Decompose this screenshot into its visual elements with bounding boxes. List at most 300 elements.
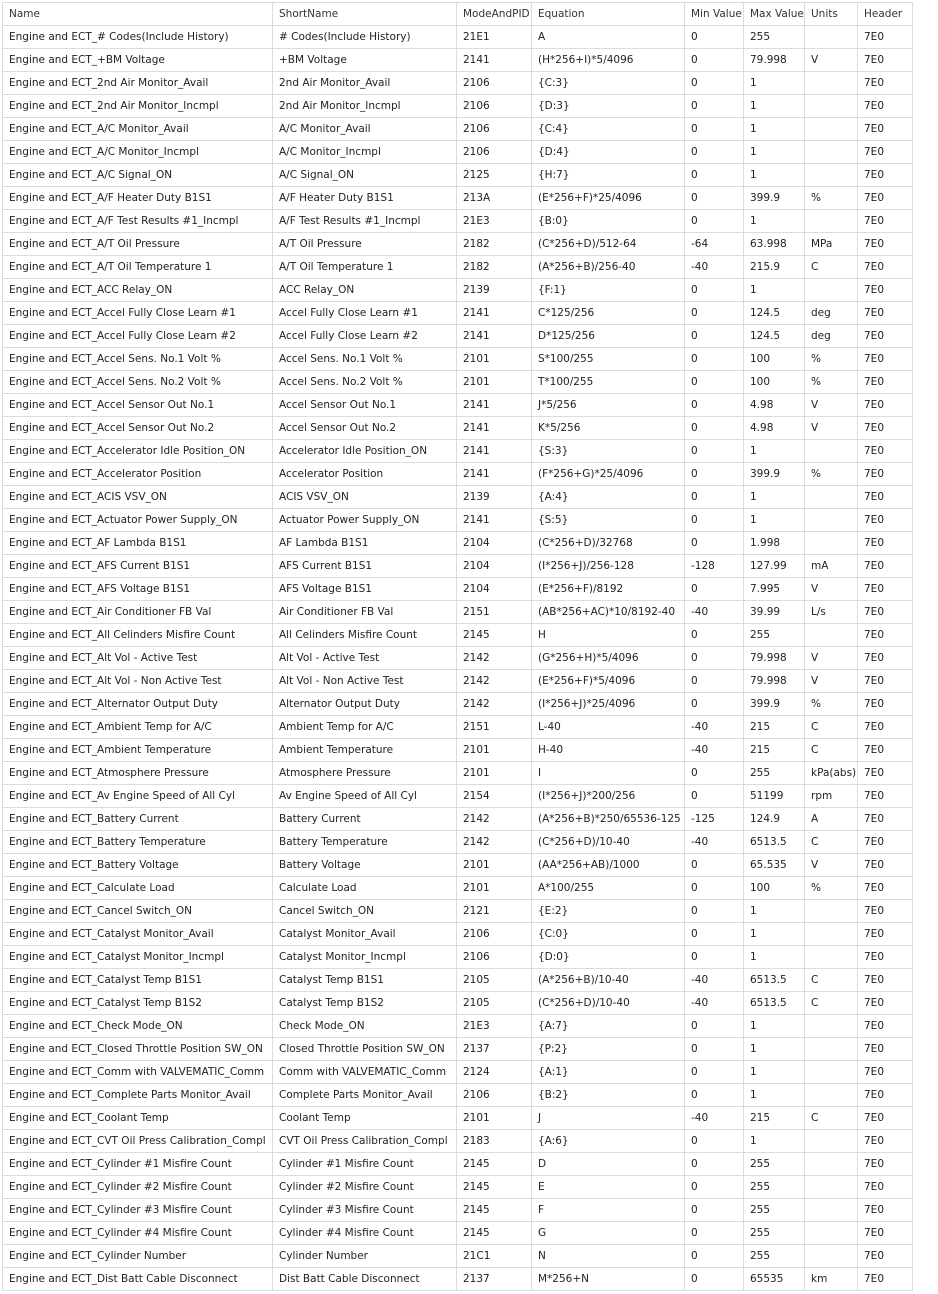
cell-mode-and-pid: 2141	[457, 463, 532, 486]
cell-equation: (C*256+D)/10-40	[532, 992, 685, 1015]
cell-shortname: Accel Fully Close Learn #1	[273, 302, 457, 325]
cell-min-value: 0	[685, 72, 744, 95]
cell-max-value: 79.998	[744, 670, 805, 693]
table-row	[3, 762, 913, 785]
cell-shortname: Dist Batt Cable Disconnect	[273, 1268, 457, 1291]
cell-name: Engine and ECT_# Codes(Include History)	[3, 26, 273, 49]
cell-max-value: 39.99	[744, 601, 805, 624]
cell-equation: {A:6}	[532, 1130, 685, 1153]
cell-min-value: 0	[685, 440, 744, 463]
cell-name: Engine and ECT_Cancel Switch_ON	[3, 900, 273, 923]
cell-units	[805, 1061, 858, 1084]
cell-shortname: Alternator Output Duty	[273, 693, 457, 716]
cell-equation: (I*256+J)*25/4096	[532, 693, 685, 716]
cell-units	[805, 509, 858, 532]
cell-shortname: Cylinder #1 Misfire Count	[273, 1153, 457, 1176]
cell-mode-and-pid: 2105	[457, 969, 532, 992]
cell-mode-and-pid: 2141	[457, 440, 532, 463]
cell-min-value: 0	[685, 95, 744, 118]
cell-min-value: 0	[685, 578, 744, 601]
header-row	[3, 3, 913, 26]
cell-equation: (G*256+H)*5/4096	[532, 647, 685, 670]
cell-mode-and-pid: 2101	[457, 1107, 532, 1130]
cell-mode-and-pid: 2145	[457, 1199, 532, 1222]
column-header-name: Name	[3, 3, 273, 26]
cell-equation: J	[532, 1107, 685, 1130]
cell-header: 7E0	[858, 1176, 913, 1199]
cell-min-value: -40	[685, 1107, 744, 1130]
cell-min-value: 0	[685, 1222, 744, 1245]
table-row	[3, 854, 913, 877]
cell-shortname: Battery Temperature	[273, 831, 457, 854]
cell-units	[805, 923, 858, 946]
table-row	[3, 992, 913, 1015]
cell-header: 7E0	[858, 95, 913, 118]
table-row	[3, 509, 913, 532]
table-row	[3, 1153, 913, 1176]
cell-name: Engine and ECT_All Celinders Misfire Count	[3, 624, 273, 647]
cell-header: 7E0	[858, 509, 913, 532]
cell-equation: E	[532, 1176, 685, 1199]
table-row	[3, 325, 913, 348]
table-row	[3, 95, 913, 118]
cell-min-value: 0	[685, 486, 744, 509]
cell-mode-and-pid: 2124	[457, 1061, 532, 1084]
cell-max-value: 65535	[744, 1268, 805, 1291]
cell-units	[805, 532, 858, 555]
cell-units	[805, 624, 858, 647]
cell-mode-and-pid: 2105	[457, 992, 532, 1015]
cell-units	[805, 1176, 858, 1199]
table-row	[3, 946, 913, 969]
cell-name: Engine and ECT_Catalyst Monitor_Incmpl	[3, 946, 273, 969]
cell-min-value: 0	[685, 1153, 744, 1176]
cell-header: 7E0	[858, 1038, 913, 1061]
cell-header: 7E0	[858, 670, 913, 693]
cell-max-value: 124.5	[744, 302, 805, 325]
table-row	[3, 555, 913, 578]
cell-min-value: 0	[685, 877, 744, 900]
column-header-header: Header	[858, 3, 913, 26]
cell-equation: {A:1}	[532, 1061, 685, 1084]
cell-name: Engine and ECT_Battery Voltage	[3, 854, 273, 877]
cell-header: 7E0	[858, 463, 913, 486]
cell-name: Engine and ECT_Complete Parts Monitor_Avail	[3, 1084, 273, 1107]
cell-equation: (E*256+F)*5/4096	[532, 670, 685, 693]
cell-mode-and-pid: 2137	[457, 1268, 532, 1291]
table-row	[3, 739, 913, 762]
cell-shortname: +BM Voltage	[273, 49, 457, 72]
cell-shortname: A/T Oil Temperature 1	[273, 256, 457, 279]
cell-max-value: 255	[744, 1153, 805, 1176]
cell-max-value: 6513.5	[744, 969, 805, 992]
cell-header: 7E0	[858, 555, 913, 578]
cell-shortname: Atmosphere Pressure	[273, 762, 457, 785]
cell-name: Engine and ECT_Actuator Power Supply_ON	[3, 509, 273, 532]
cell-name: Engine and ECT_Alternator Output Duty	[3, 693, 273, 716]
table-row	[3, 670, 913, 693]
cell-equation: D	[532, 1153, 685, 1176]
cell-mode-and-pid: 2101	[457, 348, 532, 371]
cell-equation: D*125/256	[532, 325, 685, 348]
cell-name: Engine and ECT_A/T Oil Temperature 1	[3, 256, 273, 279]
cell-shortname: Catalyst Monitor_Avail	[273, 923, 457, 946]
cell-units: C	[805, 831, 858, 854]
cell-shortname: Av Engine Speed of All Cyl	[273, 785, 457, 808]
cell-shortname: A/F Heater Duty B1S1	[273, 187, 457, 210]
cell-equation: (A*256+B)*250/65536-125	[532, 808, 685, 831]
cell-name: Engine and ECT_Comm with VALVEMATIC_Comm	[3, 1061, 273, 1084]
cell-shortname: Complete Parts Monitor_Avail	[273, 1084, 457, 1107]
cell-units	[805, 118, 858, 141]
cell-equation: {H:7}	[532, 164, 685, 187]
column-header-units: Units	[805, 3, 858, 26]
cell-max-value: 255	[744, 1222, 805, 1245]
cell-equation: H-40	[532, 739, 685, 762]
cell-mode-and-pid: 2139	[457, 279, 532, 302]
cell-name: Engine and ECT_A/F Test Results #1_Incmpl	[3, 210, 273, 233]
cell-header: 7E0	[858, 164, 913, 187]
cell-mode-and-pid: 2141	[457, 394, 532, 417]
cell-shortname: Cylinder Number	[273, 1245, 457, 1268]
cell-min-value: -40	[685, 601, 744, 624]
cell-equation: {C:3}	[532, 72, 685, 95]
cell-shortname: # Codes(Include History)	[273, 26, 457, 49]
cell-shortname: Air Conditioner FB Val	[273, 601, 457, 624]
cell-mode-and-pid: 2141	[457, 302, 532, 325]
cell-max-value: 1	[744, 210, 805, 233]
cell-equation: (H*256+I)*5/4096	[532, 49, 685, 72]
cell-mode-and-pid: 2141	[457, 49, 532, 72]
cell-equation: F	[532, 1199, 685, 1222]
cell-min-value: 0	[685, 923, 744, 946]
table-row	[3, 578, 913, 601]
cell-header: 7E0	[858, 1153, 913, 1176]
cell-max-value: 215	[744, 739, 805, 762]
cell-min-value: 0	[685, 187, 744, 210]
table-body	[3, 26, 913, 1291]
cell-header: 7E0	[858, 992, 913, 1015]
cell-name: Engine and ECT_Accel Fully Close Learn #2	[3, 325, 273, 348]
cell-min-value: 0	[685, 1130, 744, 1153]
cell-max-value: 215	[744, 716, 805, 739]
cell-shortname: Cylinder #2 Misfire Count	[273, 1176, 457, 1199]
cell-header: 7E0	[858, 141, 913, 164]
cell-header: 7E0	[858, 26, 913, 49]
cell-min-value: 0	[685, 1176, 744, 1199]
cell-min-value: 0	[685, 1061, 744, 1084]
cell-min-value: -125	[685, 808, 744, 831]
cell-max-value: 1	[744, 946, 805, 969]
cell-units: C	[805, 1107, 858, 1130]
cell-min-value: 0	[685, 118, 744, 141]
cell-units: %	[805, 877, 858, 900]
cell-name: Engine and ECT_Ambient Temperature	[3, 739, 273, 762]
table-row	[3, 348, 913, 371]
cell-header: 7E0	[858, 1222, 913, 1245]
cell-shortname: Comm with VALVEMATIC_Comm	[273, 1061, 457, 1084]
table-row	[3, 49, 913, 72]
cell-name: Engine and ECT_Closed Throttle Position SW_ON	[3, 1038, 273, 1061]
cell-equation: {C:4}	[532, 118, 685, 141]
table-row	[3, 118, 913, 141]
cell-shortname: ACC Relay_ON	[273, 279, 457, 302]
cell-units: km	[805, 1268, 858, 1291]
cell-header: 7E0	[858, 900, 913, 923]
cell-header: 7E0	[858, 716, 913, 739]
cell-max-value: 100	[744, 348, 805, 371]
cell-name: Engine and ECT_A/C Monitor_Incmpl	[3, 141, 273, 164]
cell-min-value: 0	[685, 49, 744, 72]
cell-equation: {D:3}	[532, 95, 685, 118]
cell-mode-and-pid: 2145	[457, 1222, 532, 1245]
cell-max-value: 255	[744, 624, 805, 647]
cell-min-value: 0	[685, 854, 744, 877]
cell-shortname: Accelerator Position	[273, 463, 457, 486]
cell-units	[805, 26, 858, 49]
cell-shortname: Check Mode_ON	[273, 1015, 457, 1038]
table-row	[3, 1084, 913, 1107]
cell-equation: J*5/256	[532, 394, 685, 417]
cell-shortname: Catalyst Monitor_Incmpl	[273, 946, 457, 969]
cell-mode-and-pid: 2182	[457, 256, 532, 279]
cell-max-value: 51199	[744, 785, 805, 808]
cell-min-value: -128	[685, 555, 744, 578]
cell-units: MPa	[805, 233, 858, 256]
cell-name: Engine and ECT_ACC Relay_ON	[3, 279, 273, 302]
cell-mode-and-pid: 2154	[457, 785, 532, 808]
cell-max-value: 79.998	[744, 647, 805, 670]
table-row	[3, 785, 913, 808]
cell-name: Engine and ECT_Accelerator Position	[3, 463, 273, 486]
cell-shortname: 2nd Air Monitor_Avail	[273, 72, 457, 95]
cell-name: Engine and ECT_CVT Oil Press Calibration_Compl	[3, 1130, 273, 1153]
cell-mode-and-pid: 2101	[457, 877, 532, 900]
cell-equation: {B:2}	[532, 1084, 685, 1107]
cell-mode-and-pid: 2183	[457, 1130, 532, 1153]
cell-max-value: 124.9	[744, 808, 805, 831]
cell-header: 7E0	[858, 417, 913, 440]
cell-name: Engine and ECT_Atmosphere Pressure	[3, 762, 273, 785]
table-row	[3, 486, 913, 509]
cell-max-value: 1	[744, 440, 805, 463]
cell-header: 7E0	[858, 532, 913, 555]
column-header-min-value: Min Value	[685, 3, 744, 26]
cell-shortname: Closed Throttle Position SW_ON	[273, 1038, 457, 1061]
cell-units	[805, 1130, 858, 1153]
cell-units	[805, 946, 858, 969]
table-row	[3, 831, 913, 854]
cell-equation: A*100/255	[532, 877, 685, 900]
table-row	[3, 141, 913, 164]
table-row	[3, 716, 913, 739]
cell-units	[805, 72, 858, 95]
cell-max-value: 63.998	[744, 233, 805, 256]
cell-shortname: Accel Sensor Out No.1	[273, 394, 457, 417]
cell-shortname: Ambient Temp for A/C	[273, 716, 457, 739]
cell-equation: (C*256+D)/10-40	[532, 831, 685, 854]
table-row	[3, 601, 913, 624]
cell-min-value: 0	[685, 394, 744, 417]
cell-shortname: Catalyst Temp B1S2	[273, 992, 457, 1015]
cell-mode-and-pid: 21E3	[457, 1015, 532, 1038]
cell-shortname: A/C Monitor_Avail	[273, 118, 457, 141]
cell-mode-and-pid: 2137	[457, 1038, 532, 1061]
cell-shortname: Calculate Load	[273, 877, 457, 900]
cell-min-value: 0	[685, 371, 744, 394]
cell-header: 7E0	[858, 302, 913, 325]
cell-min-value: -40	[685, 739, 744, 762]
table-row	[3, 256, 913, 279]
cell-mode-and-pid: 213A	[457, 187, 532, 210]
cell-units: V	[805, 394, 858, 417]
cell-units	[805, 1245, 858, 1268]
cell-name: Engine and ECT_A/C Monitor_Avail	[3, 118, 273, 141]
cell-shortname: Alt Vol - Non Active Test	[273, 670, 457, 693]
cell-mode-and-pid: 2104	[457, 578, 532, 601]
cell-header: 7E0	[858, 647, 913, 670]
cell-header: 7E0	[858, 969, 913, 992]
cell-mode-and-pid: 2142	[457, 831, 532, 854]
cell-max-value: 1	[744, 95, 805, 118]
cell-units: rpm	[805, 785, 858, 808]
cell-min-value: 0	[685, 762, 744, 785]
cell-units	[805, 95, 858, 118]
cell-max-value: 255	[744, 1199, 805, 1222]
cell-min-value: 0	[685, 509, 744, 532]
cell-header: 7E0	[858, 187, 913, 210]
column-header-equation: Equation	[532, 3, 685, 26]
cell-equation: {F:1}	[532, 279, 685, 302]
cell-header: 7E0	[858, 325, 913, 348]
cell-mode-and-pid: 2139	[457, 486, 532, 509]
cell-units	[805, 141, 858, 164]
cell-equation: S*100/255	[532, 348, 685, 371]
table-row	[3, 1268, 913, 1291]
cell-max-value: 1	[744, 164, 805, 187]
pid-table	[2, 2, 913, 1291]
cell-max-value: 124.5	[744, 325, 805, 348]
cell-units: V	[805, 854, 858, 877]
cell-header: 7E0	[858, 624, 913, 647]
cell-min-value: -40	[685, 256, 744, 279]
cell-min-value: -64	[685, 233, 744, 256]
cell-units	[805, 900, 858, 923]
cell-min-value: -40	[685, 716, 744, 739]
cell-shortname: Cancel Switch_ON	[273, 900, 457, 923]
cell-header: 7E0	[858, 256, 913, 279]
cell-mode-and-pid: 2101	[457, 371, 532, 394]
cell-shortname: Ambient Temperature	[273, 739, 457, 762]
cell-min-value: -40	[685, 992, 744, 1015]
table-row	[3, 371, 913, 394]
cell-equation: C*125/256	[532, 302, 685, 325]
table-row	[3, 187, 913, 210]
cell-name: Engine and ECT_Calculate Load	[3, 877, 273, 900]
cell-name: Engine and ECT_A/C Signal_ON	[3, 164, 273, 187]
cell-header: 7E0	[858, 210, 913, 233]
cell-name: Engine and ECT_Cylinder Number	[3, 1245, 273, 1268]
cell-max-value: 1	[744, 486, 805, 509]
table-row	[3, 808, 913, 831]
cell-shortname: A/C Signal_ON	[273, 164, 457, 187]
cell-equation: (F*256+G)*25/4096	[532, 463, 685, 486]
cell-name: Engine and ECT_Accel Sens. No.2 Volt %	[3, 371, 273, 394]
cell-max-value: 215	[744, 1107, 805, 1130]
cell-name: Engine and ECT_Accel Sens. No.1 Volt %	[3, 348, 273, 371]
cell-name: Engine and ECT_Accel Fully Close Learn #1	[3, 302, 273, 325]
cell-shortname: Accel Sens. No.1 Volt %	[273, 348, 457, 371]
cell-header: 7E0	[858, 808, 913, 831]
cell-shortname: AFS Current B1S1	[273, 555, 457, 578]
cell-units: A	[805, 808, 858, 831]
column-header-max-value: Max Value	[744, 3, 805, 26]
cell-name: Engine and ECT_Air Conditioner FB Val	[3, 601, 273, 624]
cell-shortname: Battery Voltage	[273, 854, 457, 877]
table-row	[3, 279, 913, 302]
cell-max-value: 1	[744, 923, 805, 946]
cell-shortname: Alt Vol - Active Test	[273, 647, 457, 670]
cell-min-value: 0	[685, 279, 744, 302]
cell-units: C	[805, 256, 858, 279]
cell-mode-and-pid: 2101	[457, 762, 532, 785]
cell-equation: {B:0}	[532, 210, 685, 233]
cell-equation: (E*256+F)/8192	[532, 578, 685, 601]
cell-equation: K*5/256	[532, 417, 685, 440]
cell-name: Engine and ECT_2nd Air Monitor_Avail	[3, 72, 273, 95]
cell-name: Engine and ECT_AF Lambda B1S1	[3, 532, 273, 555]
cell-shortname: AFS Voltage B1S1	[273, 578, 457, 601]
cell-min-value: 0	[685, 164, 744, 187]
cell-equation: (AB*256+AC)*10/8192-40	[532, 601, 685, 624]
cell-units: L/s	[805, 601, 858, 624]
cell-max-value: 1	[744, 509, 805, 532]
cell-max-value: 65.535	[744, 854, 805, 877]
cell-shortname: Cylinder #4 Misfire Count	[273, 1222, 457, 1245]
cell-max-value: 1	[744, 900, 805, 923]
cell-shortname: Accel Fully Close Learn #2	[273, 325, 457, 348]
cell-max-value: 7.995	[744, 578, 805, 601]
cell-header: 7E0	[858, 118, 913, 141]
table-row	[3, 394, 913, 417]
table-row	[3, 1176, 913, 1199]
cell-shortname: Accel Sensor Out No.2	[273, 417, 457, 440]
cell-shortname: Accelerator Idle Position_ON	[273, 440, 457, 463]
cell-name: Engine and ECT_Cylinder #2 Misfire Count	[3, 1176, 273, 1199]
cell-max-value: 6513.5	[744, 831, 805, 854]
cell-header: 7E0	[858, 762, 913, 785]
cell-header: 7E0	[858, 486, 913, 509]
cell-name: Engine and ECT_+BM Voltage	[3, 49, 273, 72]
table-row	[3, 440, 913, 463]
cell-min-value: 0	[685, 693, 744, 716]
cell-units: C	[805, 739, 858, 762]
cell-shortname: Cylinder #3 Misfire Count	[273, 1199, 457, 1222]
cell-max-value: 100	[744, 371, 805, 394]
cell-max-value: 1	[744, 118, 805, 141]
cell-equation: (I*256+J)/256-128	[532, 555, 685, 578]
cell-units	[805, 1199, 858, 1222]
cell-equation: {S:3}	[532, 440, 685, 463]
cell-name: Engine and ECT_Av Engine Speed of All Cyl	[3, 785, 273, 808]
cell-shortname: 2nd Air Monitor_Incmpl	[273, 95, 457, 118]
cell-mode-and-pid: 2106	[457, 118, 532, 141]
cell-equation: {S:5}	[532, 509, 685, 532]
cell-header: 7E0	[858, 49, 913, 72]
cell-mode-and-pid: 2151	[457, 716, 532, 739]
cell-header: 7E0	[858, 1107, 913, 1130]
cell-min-value: 0	[685, 141, 744, 164]
